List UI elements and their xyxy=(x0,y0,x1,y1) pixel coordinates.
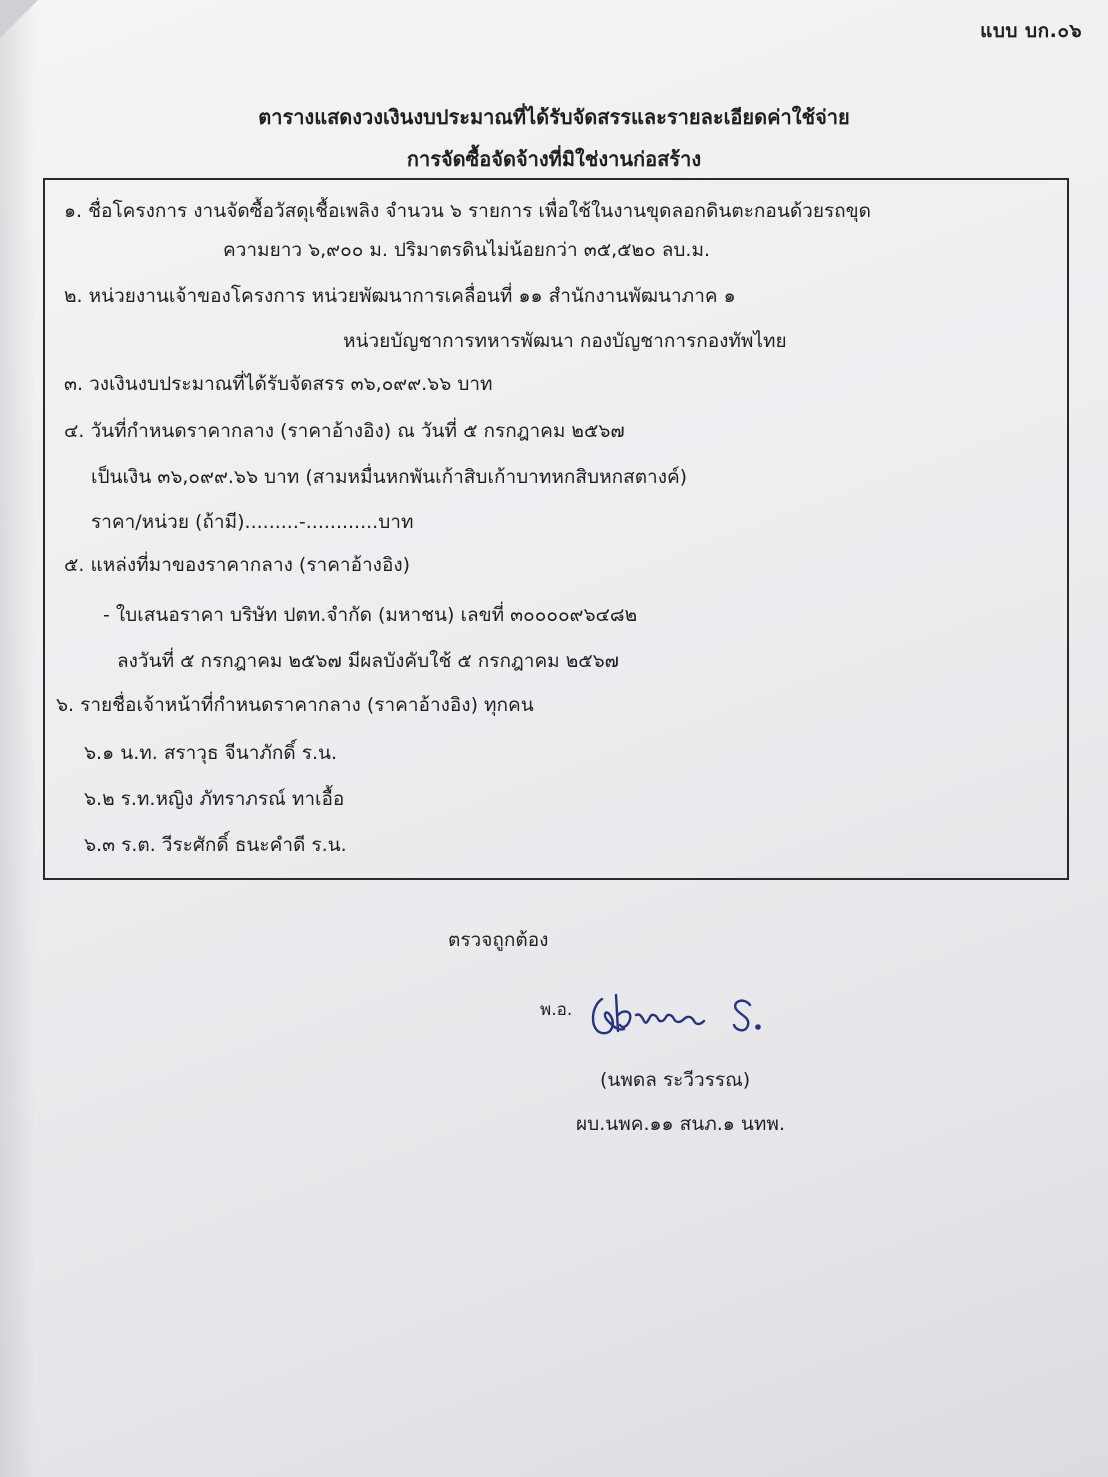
document-title-line1: ตารางแสดงวงเงินงบประมาณที่ได้รับจัดสรรและรายละเอียดค่าใช้จ่าย xyxy=(258,105,850,129)
project-name-line1: ๑. ชื่อโครงการ งานจัดซื้อวัสดุเชื้อเพลิง จำนวน ๖ รายการ เพื่อใช้ในงานขุดลอกดินตะกอนด้วยรถขุด xyxy=(64,200,872,222)
unit-price-line: ราคา/หน่วย (ถ้ามี).........-............บาท xyxy=(91,511,414,533)
reference-date-line: ๔. วันที่กำหนดราคากลาง (ราคาอ้างอิง) ณ วันที่ ๕ กรกฎาคม ๒๕๖๗ xyxy=(64,420,625,442)
signer-name: (นพดล ระวีวรรณ) xyxy=(600,1069,751,1091)
quotation-date-line: ลงวันที่ ๕ กรกฎาคม ๒๕๖๗ มีผลบังคับใช้ ๕ กรกฎาคม ๒๕๖๗ xyxy=(117,650,619,672)
form-code: แบบ บก.๐๖ xyxy=(980,20,1082,42)
price-source-heading: ๕. แหล่งที่มาของราคากลาง (ราคาอ้างอิง) xyxy=(64,554,411,576)
page-corner xyxy=(0,0,38,38)
amount-line: เป็นเงิน ๓๖,๐๙๙.๖๖ บาท (สามหมื่นหกพันเก้าสิบเก้าบาทหกสิบหกสตางค์) xyxy=(91,466,688,488)
quotation-line: - ใบเสนอราคา บริษัท ปตท.จำกัด (มหาชน) เลขที่ ๓๐๐๐๐๙๖๔๘๒ xyxy=(103,604,638,626)
project-name-line2: ความยาว ๖,๙๐๐ ม. ปริมาตรดินไม่น้อยกว่า ๓๕,๕๒๐ ลบ.ม. xyxy=(223,239,711,261)
signer-rank: พ.อ. xyxy=(540,1000,573,1020)
signer-position: ผบ.นพค.๑๑ สนภ.๑ นทพ. xyxy=(576,1113,785,1135)
budget-line: ๓. วงเงินงบประมาณที่ได้รับจัดสรร ๓๖,๐๙๙.๖๖ บาท xyxy=(64,373,493,395)
verification-label: ตรวจถูกต้อง xyxy=(448,929,549,951)
owner-unit-line2: หน่วยบัญชาการทหารพัฒนา กองบัญชาการกองทัพไทย xyxy=(343,330,787,352)
page-edge-shadow xyxy=(0,0,36,1477)
officer-3: ๖.๓ ร.ต. วีระศักดิ์ ธนะคำดี ร.น. xyxy=(84,834,347,856)
officer-1: ๖.๑ น.ท. สราวุธ จีนาภักดิ์ ร.น. xyxy=(84,742,338,764)
signature-icon xyxy=(588,985,778,1049)
owner-unit-line1: ๒. หน่วยงานเจ้าของโครงการ หน่วยพัฒนาการเคลื่อนที่ ๑๑ สำนักงานพัฒนาภาค ๑ xyxy=(64,285,736,307)
officers-heading: ๖. รายชื่อเจ้าหน้าที่กำหนดราคากลาง (ราคาอ้างอิง) ทุกคน xyxy=(56,694,534,716)
officer-2: ๖.๒ ร.ท.หญิง ภัทราภรณ์ ทาเอื้อ xyxy=(84,788,345,810)
document-title-line2: การจัดซื้อจัดจ้างที่มิใช่งานก่อสร้าง xyxy=(406,147,702,171)
